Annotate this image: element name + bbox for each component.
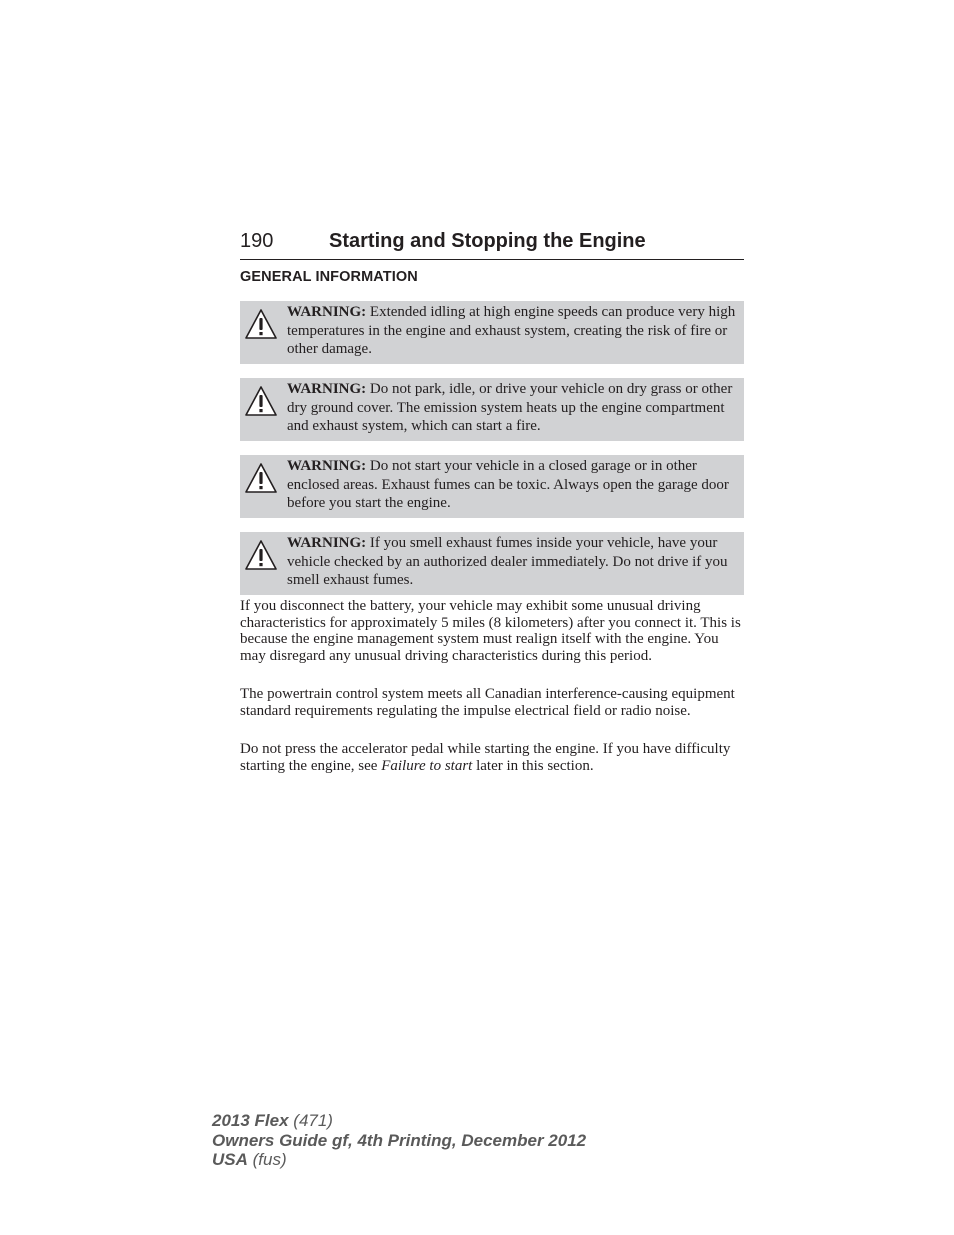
section-heading: GENERAL INFORMATION: [240, 269, 418, 285]
body-text-span: later in this section.: [472, 757, 594, 774]
footer-market: USA: [212, 1150, 248, 1169]
warning-text: Extended idling at high engine speeds can produce very high temperatures in the engine and exhaust system, creating the risk of fire or other damage.: [287, 304, 736, 357]
page-number: 190: [240, 230, 274, 252]
footer-market-code: (fus): [247, 1150, 287, 1169]
body-paragraph: [240, 741, 744, 774]
warning-box: [240, 455, 744, 518]
body-paragraph: The powertrain control system meets all Canadian interference-causing equipment standard requirements regulating the impulse electrical field or radio noise.: [240, 686, 735, 719]
warning-triangle-icon: [244, 385, 278, 419]
warning-label: WARNING:: [287, 535, 367, 551]
footer-line: [212, 1111, 586, 1131]
warning-triangle-icon: [244, 539, 278, 573]
warning-label: WARNING:: [287, 304, 367, 320]
warning-box: [240, 301, 744, 364]
warning-text: Do not park, idle, or drive your vehicle on dry grass or other dry ground cover. The emission system heats up the engine compartment and exhaust system, which can start a fire.: [287, 381, 733, 434]
footer-line: [212, 1150, 586, 1170]
warning-label: WARNING:: [287, 381, 367, 397]
page-footer: [212, 1111, 586, 1170]
footer-model: 2013 Flex: [212, 1111, 289, 1130]
body-text-span: Do not press the accelerator pedal while starting the engine. If you have difficulty starting the engine, see: [240, 741, 731, 774]
body-paragraph: If you disconnect the battery, your vehicle may exhibit some unusual driving characteristics for approximately 5 miles (8 kilometers) after you connect it. This is because the engine management system must realign itself with the engine. You may disregard any unusual driving characteristics during this period.: [240, 598, 741, 664]
chapter-title: Starting and Stopping the Engine: [329, 230, 646, 252]
warning-triangle-icon: [244, 462, 278, 496]
footer-edition: Owners Guide gf, 4th Printing, December 2012: [212, 1130, 587, 1150]
warning-box: [240, 378, 744, 441]
page-header: [240, 228, 744, 260]
cross-reference: Failure to start: [381, 757, 473, 774]
footer-model-code: (471): [288, 1111, 333, 1130]
warning-text: Do not start your vehicle in a closed garage or in other enclosed areas. Exhaust fumes can be toxic. Always open the garage door before you start the engine.: [287, 458, 729, 511]
warning-box: [240, 532, 744, 595]
warning-text: If you smell exhaust fumes inside your vehicle, have your vehicle checked by an authorized dealer immediately. Do not drive if you smell exhaust fumes.: [287, 535, 728, 588]
warning-triangle-icon: [244, 308, 278, 342]
warning-label: WARNING:: [287, 458, 367, 474]
